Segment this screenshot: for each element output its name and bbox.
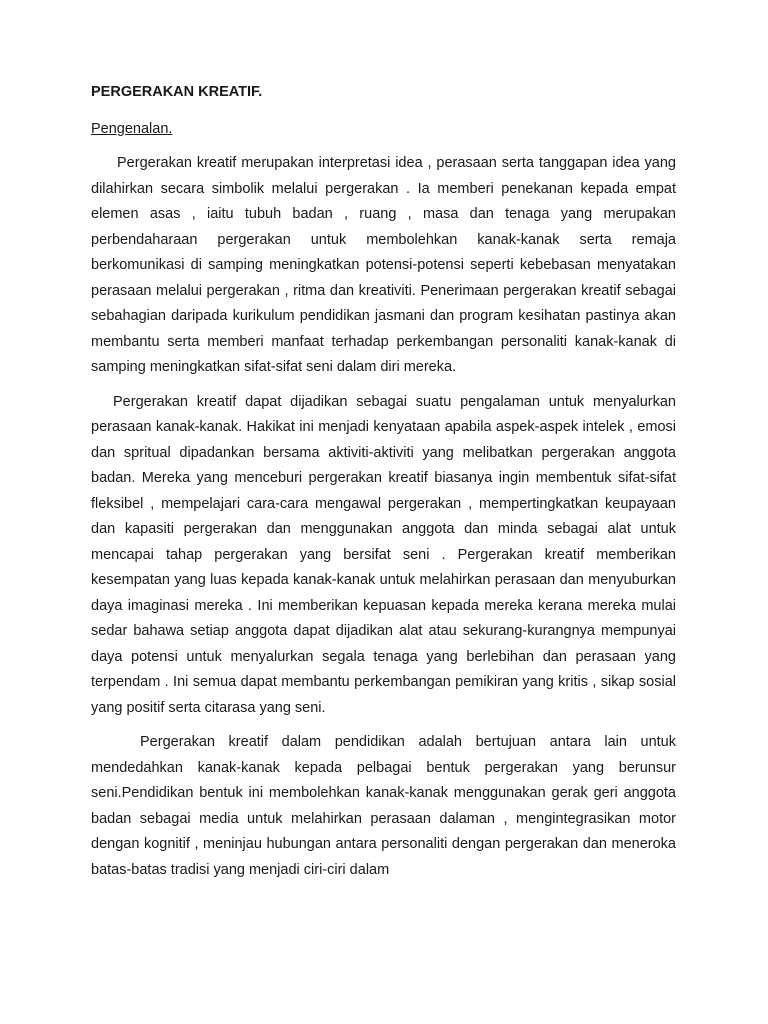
section-heading: Pengenalan. (91, 121, 173, 137)
paragraph-1: Pergerakan kreatif merupakan interpretasi idea , perasaan serta tanggapan idea yang dilahirkan secara simbolik melalui pergerakan . Ia memberi penekanan kepada empat elemen asas , iaitu tubuh badan , ruang , masa dan tenaga yang merupakan perbendaharaan pergerakan untuk membolehkan kanak-kanak serta remaja berkomunikasi di samping meningkatkan potensi-potensi seperti kebebasan menyatakan perasaan melalui pergerakan , ritma dan kreativiti. Penerimaan pergerakan kreatif sebagai sebahagian daripada kurikulum pendidikan jasmani dan program kesihatan pastinya akan membantu serta memberi manfaat terhadap perkembangan personaliti kanak-kanak di samping meningkatkan sifat-sifat seni dalam diri mereka. (91, 155, 676, 375)
document-title: PERGERAKAN KREATIF. (91, 84, 263, 100)
document-body (91, 80, 676, 892)
paragraph-2: Pergerakan kreatif dapat dijadikan sebagai suatu pengalaman untuk menyalurkan perasaan kanak-kanak. Hakikat ini menjadi kenyataan apabila aspek-aspek intelek , emosi dan spritual dipadankan bersama aktiviti-aktiviti yang melibatkan pergerakan anggota badan. Mereka yang menceburi pergerakan kreatif biasanya ingin membentuk sifat-sifat fleksibel , mempelajari cara-cara mengawal pergerakan , mempertingkatkan keupayaan dan kapasiti pergerakan dan menggunakan anggota dan minda sebagai alat untuk mencapai tahap pergerakan yang bersifat seni . Pergerakan kreatif memberikan kesempatan yang luas kepada kanak-kanak untuk melahirkan perasaan dan menyuburkan daya imaginasi mereka . Ini memberikan kepuasan kepada mereka kerana mereka mulai sedar bahawa setiap anggota dapat dijadikan alat atau sekurang-kurangnya mempunyai daya potensi untuk menyalurkan segala tenaga yang berlebihan dan perasaan yang terpendam . Ini semua dapat membantu perkembangan pemikiran yang kritis , sikap sosial yang positif serta citarasa yang seni. (91, 393, 676, 716)
paragraph-3: Pergerakan kreatif dalam pendidikan adalah bertujuan antara lain untuk mendedahkan kanak-kanak kepada pelbagai bentuk pergerakan yang berunsur seni.Pendidikan bentuk ini membolehkan kanak-kanak menggunakan gerak geri anggota badan sebagai media untuk melahirkan perasaan dalaman , mengintegrasikan motor dengan kognitif , meninjau hubungan antara personaliti dengan pergerakan dan meneroka batas-batas tradisi yang menjadi ciri-ciri dalam (91, 734, 676, 878)
